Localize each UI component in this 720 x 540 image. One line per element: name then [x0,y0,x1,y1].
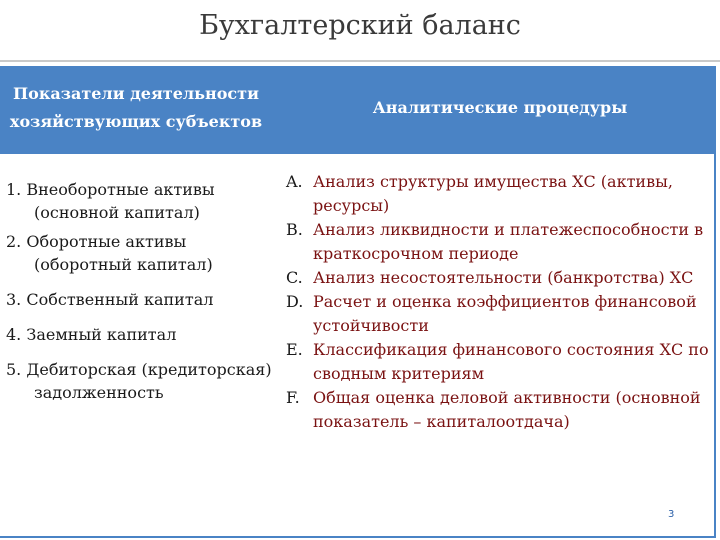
list-item [6,230,272,276]
list-item [286,386,714,434]
list-item [6,323,272,346]
item-marker: C. [286,268,303,287]
item-text: Расчет и оценка коэффициентов финансовой устойчивости [313,292,697,335]
item-text: Анализ структуры имущества ХС (активы, ресурсы) [313,172,673,215]
item-text: Оборотные активы (оборотный капитал) [26,232,213,274]
item-marker: A. [286,172,303,191]
left-header-line2: хозяйствующих субъектов [9,112,263,131]
item-text: Заемный капитал [26,325,177,344]
item-number: 4. [6,325,22,344]
item-marker: B. [286,220,303,239]
list-item [286,218,714,266]
right-column-header: Аналитические процедуры [372,98,628,117]
list-item [286,170,714,218]
item-text: Анализ ликвидности и платежеспособности в краткосрочном периоде [313,220,704,263]
item-text: Общая оценка деловой активности (основной показатель – капиталоотдача) [313,388,701,431]
left-column-header [0,80,272,136]
procedures-list [286,170,714,434]
page-number: 3 [668,509,675,520]
item-number: 3. [6,290,22,309]
list-item [286,338,714,386]
indicators-list [6,178,272,404]
list-item [6,178,272,224]
item-marker: D. [286,292,304,311]
list-item [286,266,714,290]
title-divider [0,60,720,62]
item-text: Дебиторская (кредиторская) задолженность [26,360,272,402]
list-item [286,290,714,338]
item-marker: E. [286,340,303,359]
left-header-line1: Показатели деятельности [13,84,259,103]
item-text: Собственный капитал [26,290,214,309]
item-number: 5. [6,360,22,379]
item-marker: F. [286,388,300,407]
item-number: 2. [6,232,22,251]
item-text: Анализ несостоятельности (банкротства) ХС [313,268,694,287]
item-text: Классификация финансового состояния ХС по сводным критериям [313,340,709,383]
list-item [6,288,272,311]
item-number: 1. [6,180,22,199]
slide-title: Бухгалтерский баланс [199,10,521,41]
item-text: Внеоборотные активы (основной капитал) [26,180,215,222]
list-item [6,358,272,404]
